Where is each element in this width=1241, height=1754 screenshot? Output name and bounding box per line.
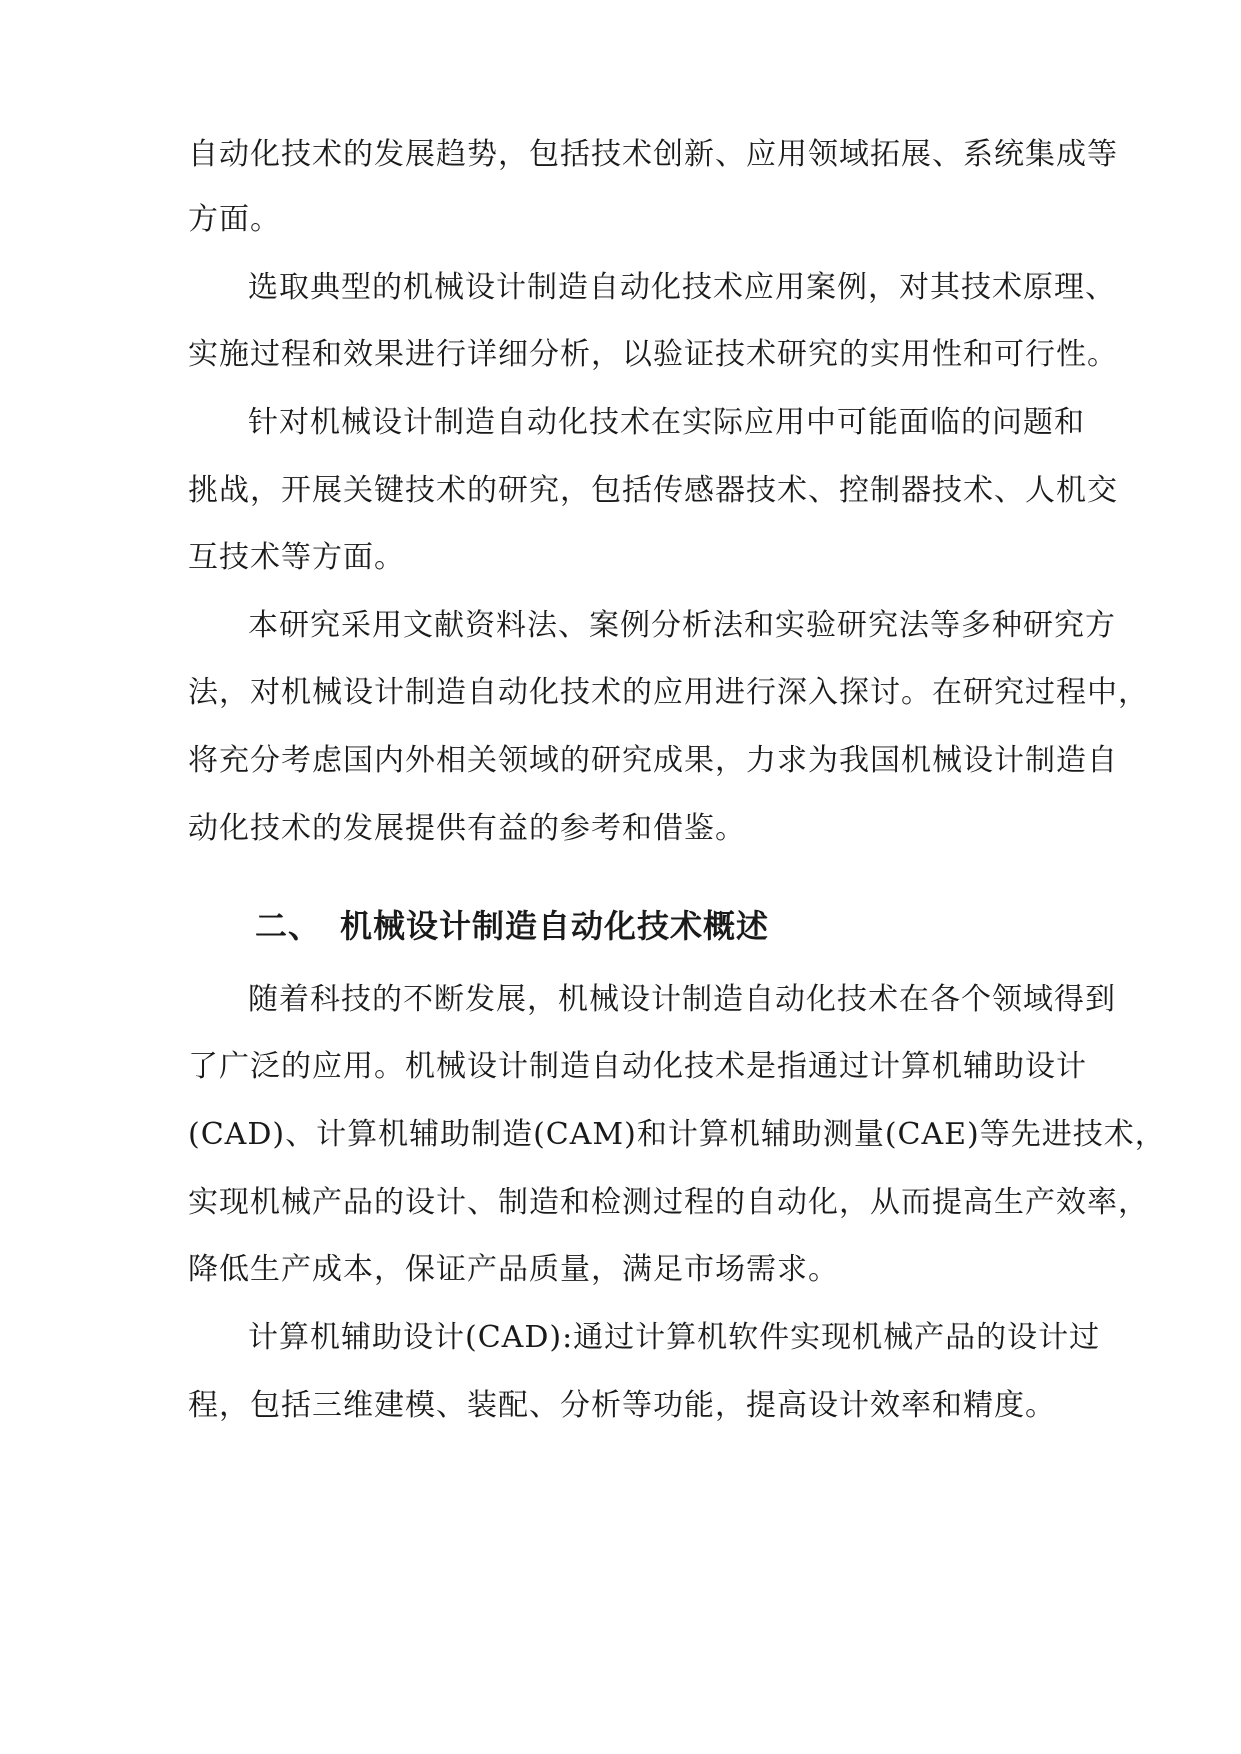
body-text-line: 降低生产成本，保证产品质量，满足市场需求。 bbox=[188, 1252, 839, 1287]
body-text-line: 针对机械设计制造自动化技术在实际应用中可能面临的问题和 bbox=[248, 405, 1085, 440]
body-text-line: 本研究采用文献资料法、案例分析法和实验研究法等多种研究方 bbox=[248, 608, 1116, 643]
body-text-line: 选取典型的机械设计制造自动化技术应用案例，对其技术原理、 bbox=[248, 270, 1116, 305]
body-text-line: 方面。 bbox=[188, 202, 281, 237]
section-heading bbox=[255, 906, 769, 946]
body-text-line: 实现机械产品的设计、制造和检测过程的自动化，从而提高生产效率， bbox=[188, 1185, 1149, 1220]
body-text-line: 动化技术的发展提供有益的参考和借鉴。 bbox=[188, 811, 746, 846]
body-text-line: 互技术等方面。 bbox=[188, 540, 405, 575]
body-text-line: 自动化技术的发展趋势，包括技术创新、应用领域拓展、系统集成等 bbox=[188, 137, 1118, 172]
body-text-line: (CAD)、计算机辅助制造(CAM)和计算机辅助测量(CAE)等先进技术， bbox=[188, 1117, 1166, 1152]
body-text-line: 了广泛的应用。机械设计制造自动化技术是指通过计算机辅助设计 bbox=[188, 1049, 1087, 1084]
section-title: 机械设计制造自动化技术概述 bbox=[340, 907, 770, 945]
section-number: 二、 bbox=[255, 907, 322, 945]
body-text-line: 实施过程和效果进行详细分析，以验证技术研究的实用性和可行性。 bbox=[188, 337, 1118, 372]
body-text-line: 程，包括三维建模、装配、分析等功能，提高设计效率和精度。 bbox=[188, 1388, 1056, 1423]
body-text-line: 随着科技的不断发展，机械设计制造自动化技术在各个领域得到 bbox=[248, 982, 1116, 1017]
body-text-line: 挑战，开展关键技术的研究，包括传感器技术、控制器技术、人机交 bbox=[188, 473, 1118, 508]
body-text-line: 将充分考虑国内外相关领域的研究成果，力求为我国机械设计制造自 bbox=[188, 743, 1118, 778]
body-text-line: 法，对机械设计制造自动化技术的应用进行深入探讨。在研究过程中， bbox=[188, 675, 1149, 710]
body-text-line: 计算机辅助设计(CAD):通过计算机软件实现机械产品的设计过 bbox=[248, 1320, 1101, 1355]
